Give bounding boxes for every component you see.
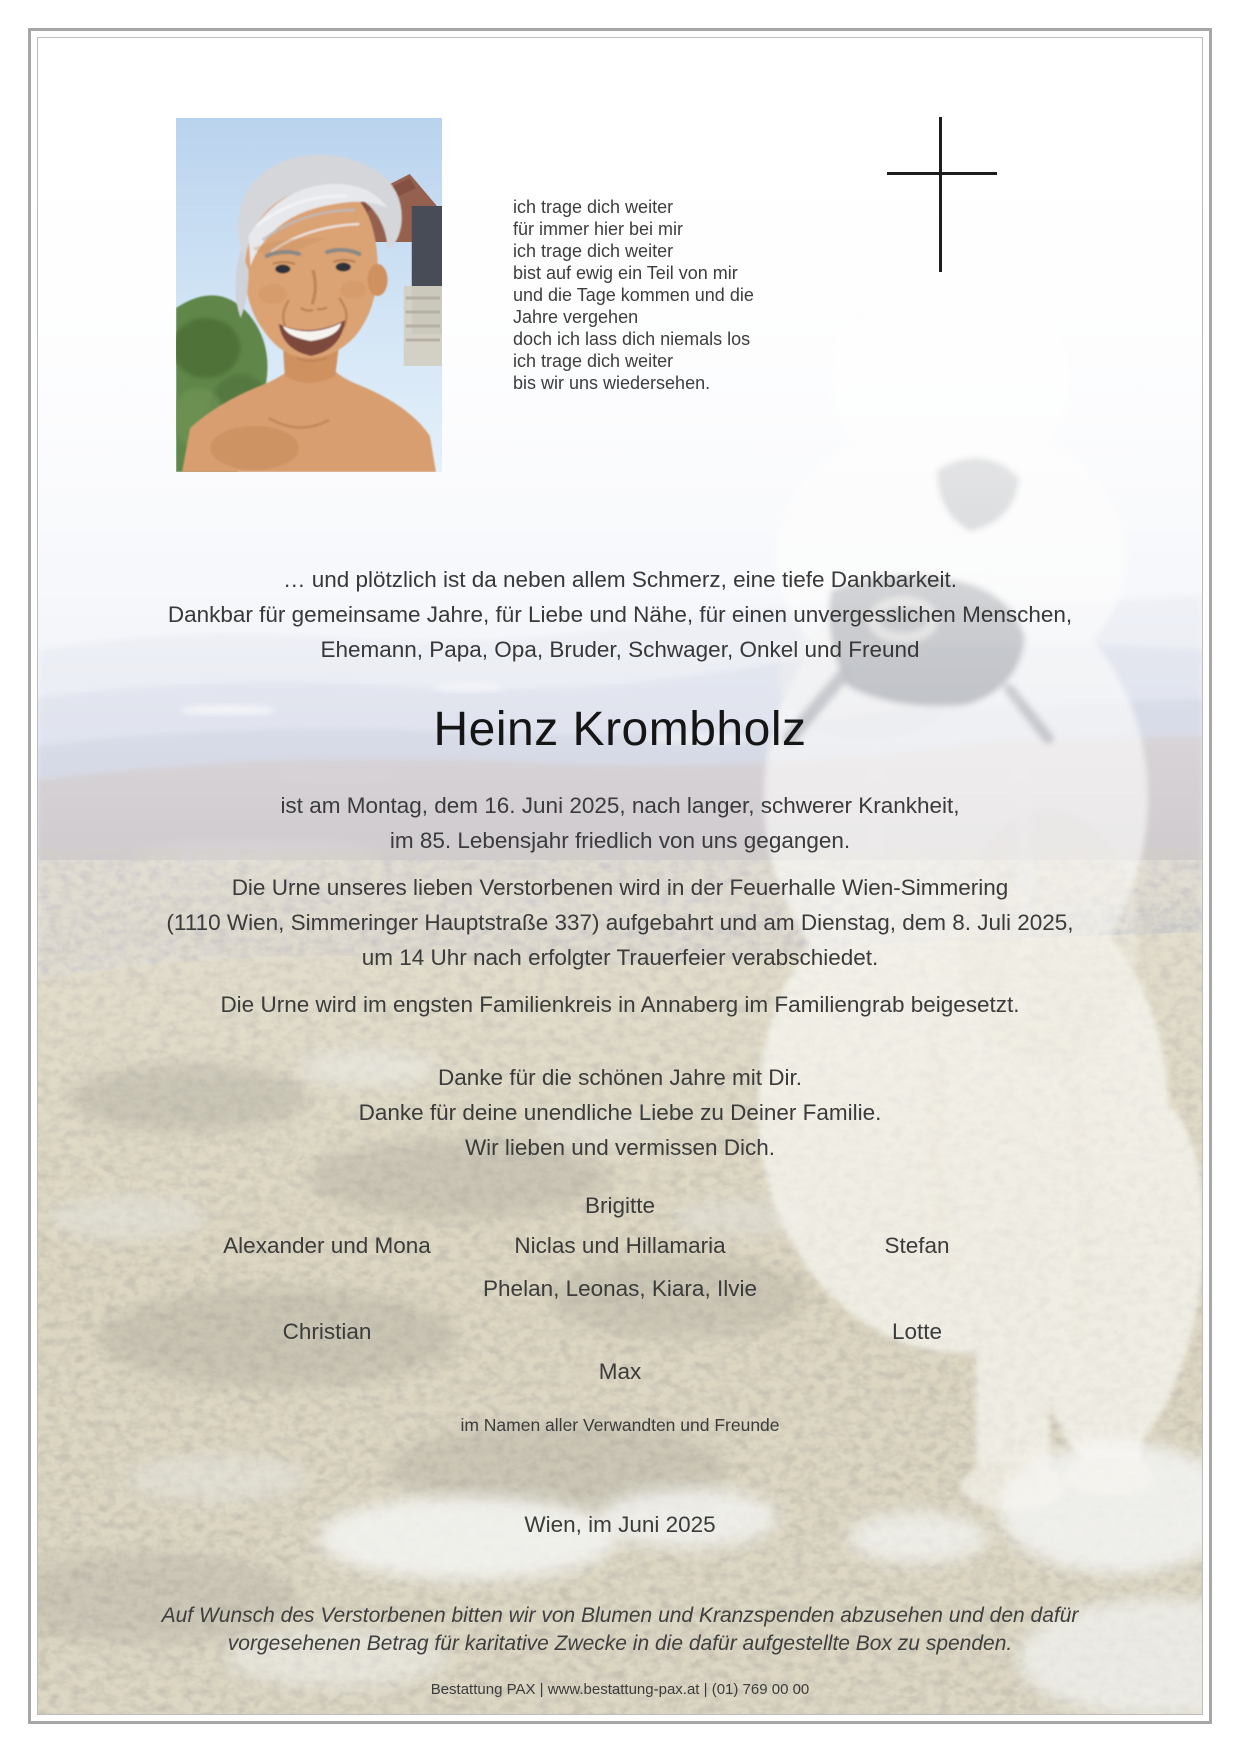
mourners-row-1 [38,1193,1202,1223]
urn-line: um 14 Uhr nach erfolgter Trauerfeier verabschiedet. [361,945,879,970]
urn-line: Die Urne unseres lieben Verstorbenen wird in der Feuerhalle Wien-Simmering [231,875,1009,900]
funeral-home-footer: Bestattung PAX | www.bestattung-pax.at | (01) 769 00 00 [430,1681,810,1698]
donation-note [38,1602,1202,1658]
poem-line: doch ich lass dich niemals los [513,329,751,349]
mourner-name: Phelan, Leonas, Kiara, Ilvie [483,1276,757,1301]
urn-ceremony-paragraph [38,870,1202,975]
mourner-name: Niclas und Hillamaria [514,1233,726,1258]
poem-line: und die Tage kommen und die [513,285,754,305]
poem-line: ich trage dich weiter [513,241,674,261]
intro-line: … und plötzlich ist da neben allem Schmerz, eine tiefe Dankbarkeit. [282,567,958,592]
poem-line: bis wir uns wiedersehen. [513,373,711,393]
passing-line: ist am Montag, dem 16. Juni 2025, nach langer, schwerer Krankheit, [280,793,960,818]
poem-line: für immer hier bei mir [513,219,684,239]
cross-horizontal-bar [887,172,997,175]
poem-line: Jahre vergehen [513,307,639,327]
mourner-name: Brigitte [584,1193,656,1218]
mourners-row-4 [38,1319,1202,1349]
mourner-name: Lotte [891,1319,943,1344]
memorial-poem [513,196,843,394]
poem-line: bist auf ewig ein Teil von mir [513,263,738,283]
deceased-name: Heinz Krombholz [433,703,807,756]
mourner-name: Max [598,1359,642,1384]
gratitude-line: Wir lieben und vermissen Dich. [464,1135,776,1160]
mourners-row-5 [38,1359,1202,1389]
gratitude-paragraph [38,1060,1202,1165]
portrait-photo-illustration [176,118,442,472]
mourner-name: Stefan [884,1233,950,1258]
intro-line: Dankbar für gemeinsame Jahre, für Liebe und Nähe, für einen unvergesslichen Menschen, [167,602,1073,627]
donation-line: vorgesehenen Betrag für karitative Zwecke in die dafür aufgestellte Box zu spenden. [227,1632,1013,1655]
mourners-closing: im Namen aller Verwandten und Freunde [460,1415,780,1435]
mourners-row-3 [38,1276,1202,1306]
gratitude-line: Danke für die schönen Jahre mit Dir. [438,1065,802,1090]
dateline: Wien, im Juni 2025 [524,1512,716,1537]
passing-line: im 85. Lebensjahr friedlich von uns gegangen. [389,828,851,853]
cross-vertical-bar [939,117,942,272]
intro-paragraph [38,562,1202,667]
passing-paragraph [38,788,1202,858]
mourner-name: Christian [282,1319,372,1344]
burial-paragraph [38,987,1202,1022]
portrait-photo [176,118,442,472]
donation-line: Auf Wunsch des Verstorbenen bitten wir von Blumen und Kranzspenden abzusehen und den dafür [161,1604,1079,1627]
mourners-row-2 [38,1233,1202,1263]
burial-line: Die Urne wird im engsten Familienkreis in Annaberg im Familiengrab beigesetzt. [220,992,1020,1017]
poem-line: ich trage dich weiter [513,197,674,217]
urn-line: (1110 Wien, Simmeringer Hauptstraße 337) aufgebahrt und am Dienstag, dem 8. Juli 2025, [166,910,1074,935]
mourner-name: Alexander und Mona [223,1233,431,1258]
intro-line: Ehemann, Papa, Opa, Bruder, Schwager, Onkel und Freund [320,637,920,662]
poem-line: ich trage dich weiter [513,351,674,371]
gratitude-line: Danke für deine unendliche Liebe zu Deiner Familie. [358,1100,882,1125]
